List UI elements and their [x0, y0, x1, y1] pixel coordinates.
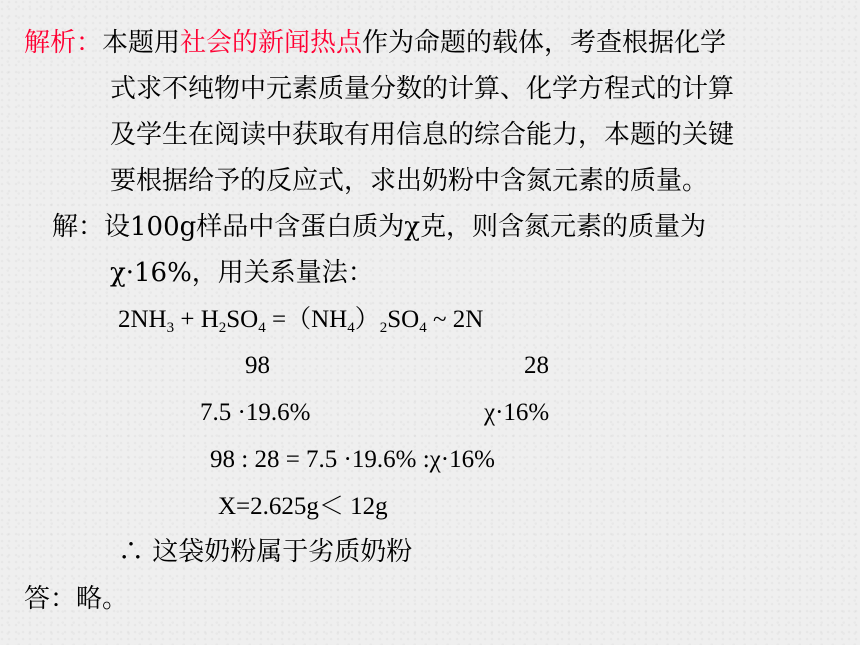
- analysis-text-pre: 本题用: [102, 28, 181, 58]
- mass-left: 98: [245, 352, 270, 379]
- proportion: 98 : 28 = 7.5 ·19.6% :χ·16%: [210, 446, 495, 473]
- solution-intro-text: 设100g样品中含蛋白质为χ克，则含氮元素的质量为: [104, 212, 707, 242]
- analysis-line-1: [24, 28, 726, 58]
- conclusion: ∴ 这袋奶粉属于劣质奶粉: [118, 537, 413, 567]
- analysis-line-4: 要根据给予的反应式，求出奶粉中含氮元素的质量。: [110, 166, 709, 196]
- result: X=2.625g＜ 12g: [218, 493, 388, 520]
- analysis-line-2: 式求不纯物中元素质量分数的计算、化学方程式的计算: [110, 74, 735, 104]
- analysis-highlight: 社会的新闻热点: [180, 28, 363, 58]
- solution-label: 解：: [52, 212, 105, 242]
- amount-left: 7.5 ·19.6%: [200, 399, 311, 426]
- solution-line-2: χ·16%，用关系量法：: [110, 258, 374, 288]
- analysis-label: 解析：: [24, 28, 103, 58]
- analysis-text-post: 作为命题的载体，考查根据化学: [362, 28, 727, 58]
- analysis-line-3: 及学生在阅读中获取有用信息的综合能力，本题的关键: [110, 120, 735, 150]
- amount-right: χ·16%: [484, 399, 550, 426]
- answer: 答：略。: [24, 584, 129, 614]
- mass-right: 28: [524, 352, 549, 379]
- solution-intro: [52, 212, 706, 242]
- chemical-equation: $2NH_3 + H_2SO_4 =(NH_4)_2SO_4$ ~ 2N: [118, 306, 484, 336]
